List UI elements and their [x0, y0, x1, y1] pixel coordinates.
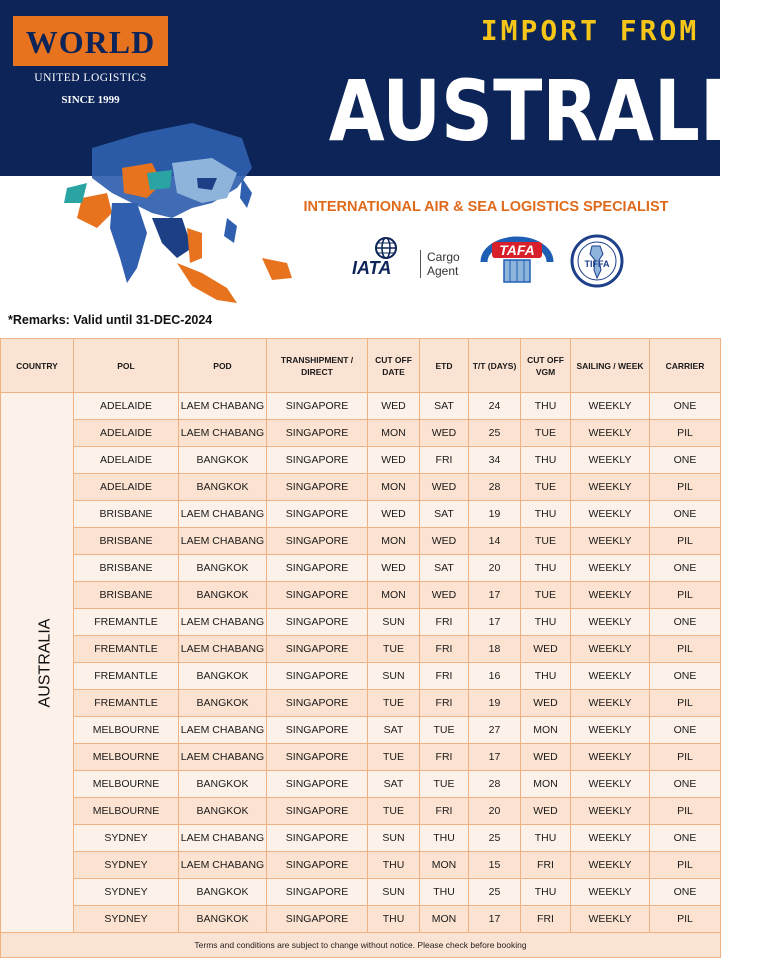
table-cell: ONE	[650, 717, 721, 744]
table-row	[1, 501, 721, 528]
table-cell: SYDNEY	[74, 879, 179, 906]
table-cell: BANGKOK	[179, 906, 267, 933]
table-cell: ONE	[650, 555, 721, 582]
table-row	[1, 906, 721, 933]
since-text: SINCE 1999	[61, 94, 120, 106]
table-cell: PIL	[650, 744, 721, 771]
column-header: T/T (DAYS)	[469, 339, 521, 393]
table-cell: WEEKLY	[571, 501, 650, 528]
table-cell: PIL	[650, 528, 721, 555]
table-row	[1, 474, 721, 501]
table-cell: 27	[469, 717, 521, 744]
table-cell: WEEKLY	[571, 555, 650, 582]
table-cell: LAEM CHABANG	[179, 744, 267, 771]
page-title: AUSTRALIA	[328, 62, 783, 160]
table-cell: MON	[368, 474, 420, 501]
table-cell: BANGKOK	[179, 771, 267, 798]
table-cell: WED	[420, 582, 469, 609]
table-cell: FRI	[420, 690, 469, 717]
table-cell: WED	[368, 393, 420, 420]
table-cell: 24	[469, 393, 521, 420]
table-cell: BANGKOK	[179, 690, 267, 717]
table-cell: TUE	[521, 582, 571, 609]
logo-word: WORLD	[25, 24, 156, 60]
table-cell: ADELAIDE	[74, 474, 179, 501]
table-row	[1, 798, 721, 825]
table-cell: SUN	[368, 609, 420, 636]
table-cell: THU	[368, 906, 420, 933]
table-cell: WED	[521, 636, 571, 663]
table-cell: SINGAPORE	[267, 447, 368, 474]
table-cell: TUE	[368, 798, 420, 825]
table-cell: PIL	[650, 420, 721, 447]
table-cell: MON	[368, 528, 420, 555]
table-cell: PIL	[650, 582, 721, 609]
table-row	[1, 852, 721, 879]
table-cell: WEEKLY	[571, 609, 650, 636]
table-cell: SINGAPORE	[267, 555, 368, 582]
table-row	[1, 636, 721, 663]
table-cell: 28	[469, 474, 521, 501]
table-row	[1, 582, 721, 609]
table-cell: 19	[469, 690, 521, 717]
table-cell: 25	[469, 825, 521, 852]
table-cell: SINGAPORE	[267, 852, 368, 879]
logo-subtitle: UNITED LOGISTICS	[13, 66, 168, 90]
table-cell: FREMANTLE	[74, 663, 179, 690]
table-cell: THU	[521, 825, 571, 852]
table-cell: FRI	[420, 744, 469, 771]
table-cell: 16	[469, 663, 521, 690]
iata-cargo-agent-badge	[352, 236, 462, 282]
table-cell: WED	[521, 798, 571, 825]
table-cell: SINGAPORE	[267, 636, 368, 663]
column-header: ETD	[420, 339, 469, 393]
table-cell: SAT	[368, 771, 420, 798]
table-cell: SINGAPORE	[267, 798, 368, 825]
table-row	[1, 690, 721, 717]
table-row	[1, 528, 721, 555]
table-cell: SINGAPORE	[267, 825, 368, 852]
table-cell: 17	[469, 744, 521, 771]
table-cell: THU	[521, 447, 571, 474]
column-header: TRANSHIPMENT / DIRECT	[267, 339, 368, 393]
table-cell: PIL	[650, 690, 721, 717]
table-cell: PIL	[650, 636, 721, 663]
table-cell: ONE	[650, 501, 721, 528]
table-cell: SINGAPORE	[267, 744, 368, 771]
table-cell: TUE	[368, 690, 420, 717]
table-cell: LAEM CHABANG	[179, 528, 267, 555]
table-cell: WEEKLY	[571, 906, 650, 933]
table-cell: THU	[420, 879, 469, 906]
table-cell: SUN	[368, 663, 420, 690]
column-header: CUT OFF DATE	[368, 339, 420, 393]
country-cell	[1, 393, 74, 933]
table-cell: SUN	[368, 879, 420, 906]
table-cell: WED	[521, 690, 571, 717]
table-cell: 25	[469, 420, 521, 447]
table-cell: 17	[469, 609, 521, 636]
table-cell: LAEM CHABANG	[179, 501, 267, 528]
tagline: INTERNATIONAL AIR & SEA LOGISTICS SPECIALIST	[303, 199, 669, 215]
column-header: COUNTRY	[1, 339, 74, 393]
table-cell: BANGKOK	[179, 582, 267, 609]
table-cell: MON	[420, 906, 469, 933]
table-row	[1, 555, 721, 582]
table-cell: WEEKLY	[571, 717, 650, 744]
table-row	[1, 609, 721, 636]
table-row	[1, 420, 721, 447]
iata-label: IATA	[352, 258, 392, 278]
table-cell: SINGAPORE	[267, 690, 368, 717]
globe-icon	[372, 236, 400, 260]
column-header: CUT OFF VGM	[521, 339, 571, 393]
table-cell: SAT	[420, 555, 469, 582]
table-cell: WED	[368, 555, 420, 582]
table-cell: PIL	[650, 852, 721, 879]
table-cell: THU	[521, 609, 571, 636]
remarks-text: *Remarks: Valid until 31-DEC-2024	[8, 313, 213, 327]
table-cell: FRI	[420, 798, 469, 825]
table-cell: WEEKLY	[571, 690, 650, 717]
table-cell: LAEM CHABANG	[179, 609, 267, 636]
table-cell: ONE	[650, 663, 721, 690]
table-cell: SINGAPORE	[267, 609, 368, 636]
table-cell: LAEM CHABANG	[179, 852, 267, 879]
cargo-line-1: Cargo	[427, 250, 460, 264]
table-cell: TUE	[521, 528, 571, 555]
table-cell: LAEM CHABANG	[179, 393, 267, 420]
table-cell: MON	[521, 717, 571, 744]
cargo-line-2: Agent	[427, 264, 459, 278]
table-row	[1, 744, 721, 771]
table-cell: THU	[521, 663, 571, 690]
table-cell: BANGKOK	[179, 879, 267, 906]
table-cell: BRISBANE	[74, 501, 179, 528]
table-cell: 15	[469, 852, 521, 879]
table-cell: THU	[521, 879, 571, 906]
table-cell: TUE	[521, 474, 571, 501]
table-cell: SINGAPORE	[267, 771, 368, 798]
table-cell: BANGKOK	[179, 555, 267, 582]
table-cell: FREMANTLE	[74, 636, 179, 663]
table-cell: PIL	[650, 474, 721, 501]
table-cell: WEEKLY	[571, 825, 650, 852]
schedule-table	[0, 338, 721, 958]
table-cell: MON	[368, 420, 420, 447]
tiffa-label: TIFFA	[584, 259, 610, 269]
table-cell: WED	[420, 474, 469, 501]
table-cell: TUE	[521, 420, 571, 447]
table-cell: 18	[469, 636, 521, 663]
table-cell: SYDNEY	[74, 825, 179, 852]
table-body	[1, 393, 721, 933]
table-cell: ONE	[650, 879, 721, 906]
table-cell: ONE	[650, 825, 721, 852]
table-cell: BANGKOK	[179, 447, 267, 474]
column-header: CARRIER	[650, 339, 721, 393]
table-cell: PIL	[650, 798, 721, 825]
table-cell: MON	[368, 582, 420, 609]
table-cell: SINGAPORE	[267, 474, 368, 501]
table-cell: SINGAPORE	[267, 420, 368, 447]
company-logo	[13, 16, 168, 90]
table-cell: SINGAPORE	[267, 582, 368, 609]
table-header-row	[1, 339, 721, 393]
table-cell: THU	[521, 393, 571, 420]
column-header: SAILING / WEEK	[571, 339, 650, 393]
table-cell: 19	[469, 501, 521, 528]
table-row	[1, 771, 721, 798]
table-cell: WED	[420, 420, 469, 447]
table-cell: 20	[469, 798, 521, 825]
table-cell: ADELAIDE	[74, 420, 179, 447]
table-footer-row	[1, 933, 721, 958]
table-cell: MELBOURNE	[74, 798, 179, 825]
table-cell: SINGAPORE	[267, 528, 368, 555]
table-row	[1, 663, 721, 690]
table-cell: ONE	[650, 393, 721, 420]
table-cell: BRISBANE	[74, 528, 179, 555]
table-cell: LAEM CHABANG	[179, 636, 267, 663]
table-row	[1, 393, 721, 420]
table-cell: SYDNEY	[74, 852, 179, 879]
table-cell: WED	[420, 528, 469, 555]
table-cell: MON	[420, 852, 469, 879]
table-cell: THU	[368, 852, 420, 879]
table-row	[1, 825, 721, 852]
table-row	[1, 717, 721, 744]
table-cell: 28	[469, 771, 521, 798]
terms-footer: Terms and conditions are subject to change without notice. Please check before booking	[1, 933, 721, 958]
table-row	[1, 447, 721, 474]
table-cell: WEEKLY	[571, 420, 650, 447]
table-cell: SAT	[420, 393, 469, 420]
table-cell: FRI	[420, 609, 469, 636]
table-cell: ONE	[650, 609, 721, 636]
table-cell: FREMANTLE	[74, 609, 179, 636]
table-cell: THU	[420, 825, 469, 852]
table-cell: TUE	[368, 636, 420, 663]
table-cell: SAT	[368, 717, 420, 744]
table-cell: ONE	[650, 447, 721, 474]
table-cell: 17	[469, 582, 521, 609]
table-cell: MELBOURNE	[74, 717, 179, 744]
table-cell: FRI	[420, 663, 469, 690]
tafa-logo	[478, 236, 556, 286]
table-cell: BANGKOK	[179, 798, 267, 825]
table-cell: 25	[469, 879, 521, 906]
table-cell: WEEKLY	[571, 528, 650, 555]
table-cell: SINGAPORE	[267, 393, 368, 420]
table-cell: SINGAPORE	[267, 906, 368, 933]
table-cell: 20	[469, 555, 521, 582]
table-cell: SINGAPORE	[267, 717, 368, 744]
table-cell: LAEM CHABANG	[179, 825, 267, 852]
table-cell: MELBOURNE	[74, 771, 179, 798]
table-cell: ONE	[650, 771, 721, 798]
table-cell: FRI	[420, 447, 469, 474]
table-cell: WEEKLY	[571, 474, 650, 501]
table-row	[1, 879, 721, 906]
table-cell: PIL	[650, 906, 721, 933]
table-cell: 17	[469, 906, 521, 933]
table-cell: WEEKLY	[571, 771, 650, 798]
country-label: AUSTRALIA	[36, 618, 54, 707]
table-cell: WED	[368, 447, 420, 474]
table-cell: MON	[521, 771, 571, 798]
table-cell: WEEKLY	[571, 447, 650, 474]
table-cell: SINGAPORE	[267, 663, 368, 690]
column-header: POD	[179, 339, 267, 393]
import-from-heading: IMPORT FROM	[480, 14, 700, 47]
table-cell: THU	[521, 555, 571, 582]
table-cell: LAEM CHABANG	[179, 717, 267, 744]
table-cell: ADELAIDE	[74, 447, 179, 474]
table-cell: FRI	[521, 852, 571, 879]
table-cell: TUE	[420, 717, 469, 744]
table-cell: SINGAPORE	[267, 501, 368, 528]
cargo-agent-label	[420, 250, 460, 278]
table-cell: WEEKLY	[571, 663, 650, 690]
table-cell: TUE	[368, 744, 420, 771]
table-cell: BANGKOK	[179, 663, 267, 690]
table-cell: WED	[521, 744, 571, 771]
table-cell: FREMANTLE	[74, 690, 179, 717]
asia-map-illustration	[52, 108, 302, 313]
table-cell: MELBOURNE	[74, 744, 179, 771]
table-cell: BRISBANE	[74, 555, 179, 582]
table-cell: FRI	[521, 906, 571, 933]
table-cell: WEEKLY	[571, 393, 650, 420]
table-cell: 34	[469, 447, 521, 474]
table-cell: 14	[469, 528, 521, 555]
table-cell: WEEKLY	[571, 879, 650, 906]
table-cell: THU	[521, 501, 571, 528]
table-cell: BRISBANE	[74, 582, 179, 609]
table-cell: FRI	[420, 636, 469, 663]
table-cell: SINGAPORE	[267, 879, 368, 906]
table-cell: WEEKLY	[571, 798, 650, 825]
column-header: POL	[74, 339, 179, 393]
table-cell: BANGKOK	[179, 474, 267, 501]
table-cell: WEEKLY	[571, 744, 650, 771]
table-cell: ADELAIDE	[74, 393, 179, 420]
table-cell: WED	[368, 501, 420, 528]
tiffa-logo	[570, 234, 624, 288]
tafa-label: TAFA	[499, 242, 535, 258]
table-cell: SUN	[368, 825, 420, 852]
table-cell: SAT	[420, 501, 469, 528]
table-cell: WEEKLY	[571, 582, 650, 609]
table-cell: LAEM CHABANG	[179, 420, 267, 447]
table-cell: WEEKLY	[571, 852, 650, 879]
table-cell: TUE	[420, 771, 469, 798]
table-cell: SYDNEY	[74, 906, 179, 933]
table-cell: WEEKLY	[571, 636, 650, 663]
